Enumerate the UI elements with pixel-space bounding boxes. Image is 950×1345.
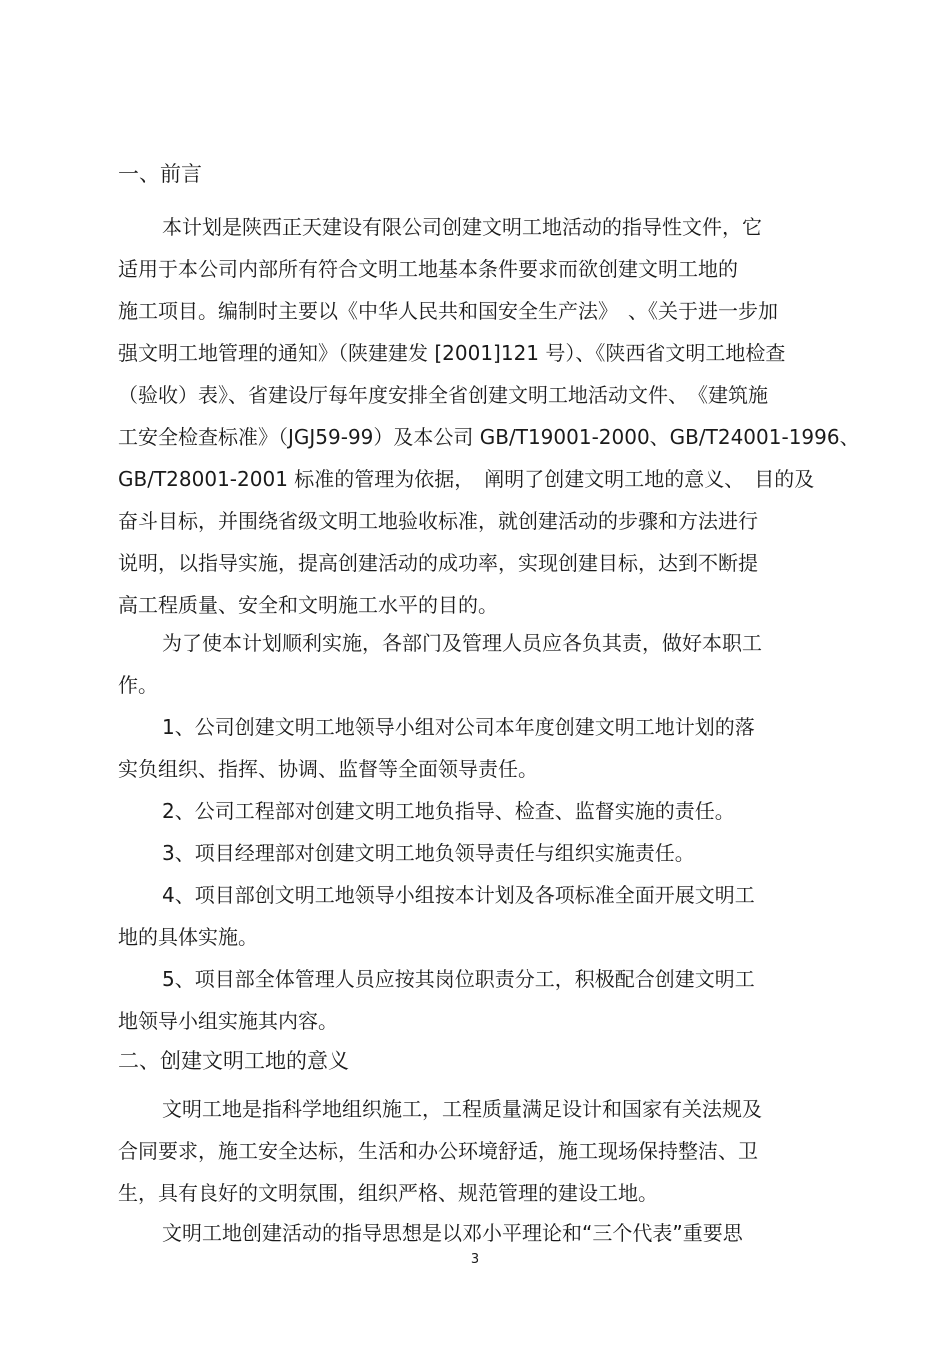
list-item-line: 2、公司工程部对创建文明工地负指导、检查、监督实施的责任。 [162,799,735,823]
paragraph-line: 奋斗目标，并围绕省级文明工地验收标准，就创建活动的步骤和方法进行 [118,509,758,533]
list-item-line: 5、项目部全体管理人员应按其岗位职责分工，积极配合创建文明工 [162,967,755,991]
list-item-line: 4、项目部创文明工地领导小组按本计划及各项标准全面开展文明工 [162,883,755,907]
paragraph-line: 本计划是陕西正天建设有限公司创建文明工地活动的指导性文件，它 [162,215,762,239]
list-item-line: 实负组织、指挥、协调、监督等全面领导责任。 [118,757,538,781]
list-item-line: 地的具体实施。 [118,925,258,949]
paragraph-line: （验收）表》、省建设厅每年度安排全省创建文明工地活动文件、 《建筑施 [118,383,768,407]
section-heading-preface: 一、前言 [118,162,202,186]
paragraph-line: 为了使本计划顺利实施，各部门及管理人员应各负其责，做好本职工 [162,631,762,655]
paragraph-line: 合同要求，施工安全达标，生活和办公环境舒适，施工现场保持整洁、卫 [118,1139,758,1163]
paragraph-line: 施工项目。编制时主要以《中华人民共和国安全生产法》 、《关于进一步加 [118,299,778,323]
paragraph-line: 文明工地是指科学地组织施工，工程质量满足设计和国家有关法规及 [162,1097,762,1121]
list-item-line: 地领导小组实施其内容。 [118,1009,338,1033]
paragraph-line: 适用于本公司内部所有符合文明工地基本条件要求而欲创建文明工地的 [118,257,738,281]
paragraph-line: GB/T28001-2001 标准的管理为依据， 阐明了创建文明工地的意义、 目的及 [118,467,815,491]
list-item-line: 1、公司创建文明工地领导小组对公司本年度创建文明工地计划的落 [162,715,755,739]
section-heading-significance: 二、创建文明工地的意义 [118,1049,349,1073]
paragraph-line: 作。 [118,673,158,697]
paragraph-line: 高工程质量、安全和文明施工水平的目的。 [118,593,498,617]
paragraph-line: 生，具有良好的文明氛围，组织严格、规范管理的建设工地。 [118,1181,658,1205]
list-item-line: 3、项目经理部对创建文明工地负领导责任与组织实施责任。 [162,841,695,865]
paragraph-line: 文明工地创建活动的指导思想是以邓小平理论和“三个代表”重要思 [162,1221,743,1245]
page-number: 3 [470,1252,480,1267]
paragraph-line: 强文明工地管理的通知》（陕建建发 [2001]121 号）、《陕西省文明工地检查 [118,341,786,365]
paragraph-line: 工安全检查标准》（JGJ59-99）及本公司 GB/T19001-2000、GB/T24001-1996、 [118,425,860,449]
paragraph-line: 说明，以指导实施，提高创建活动的成功率，实现创建目标，达到不断提 [118,551,758,575]
